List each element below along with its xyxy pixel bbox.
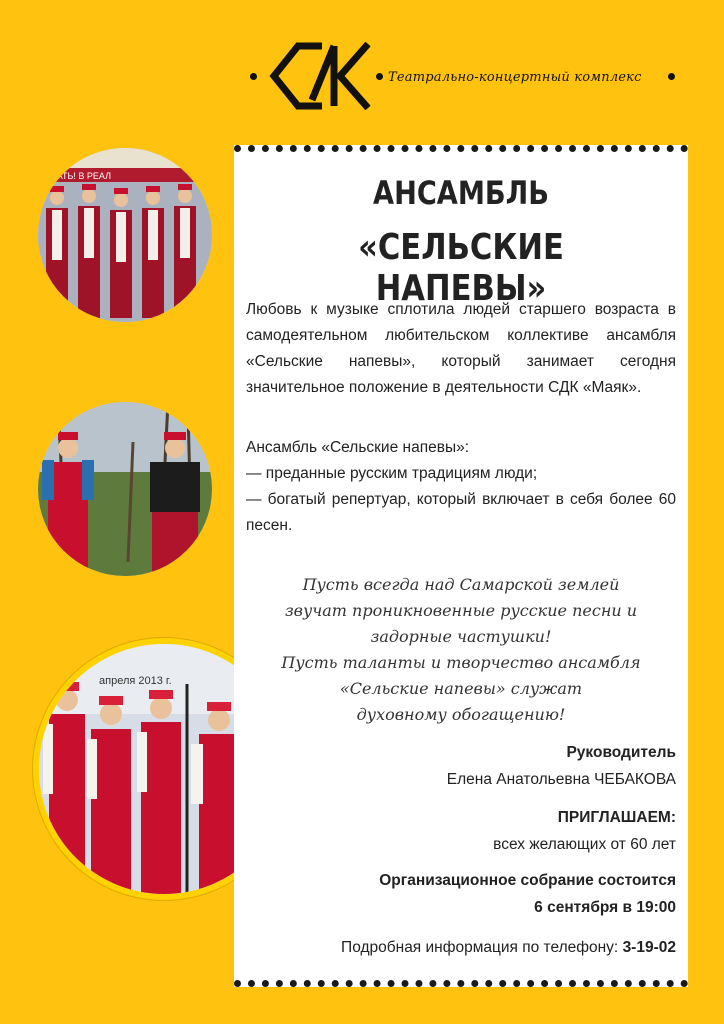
invite-text: всех желающих от 60 лет [493,836,676,853]
photo-ensemble-outdoor [38,148,212,322]
intro-paragraph [246,297,676,401]
invite-label: ПРИГЛАШАЕМ: [557,809,676,826]
wish-block [234,572,688,728]
header-subtitle: Театрально-концертный комплекс [388,70,642,85]
wish-line-4: Пусть таланты и творчество ансамбля [281,653,641,672]
features-heading: Ансамбль «Сельские напевы»: [246,439,470,456]
contact-phone: 3-19-02 [622,939,676,956]
title-line-1: АНСАМБЛЬ [373,174,549,212]
dot-mid [376,73,383,80]
wish-line-3: задорные частушки! [370,627,552,646]
wish-line-2: звучат проникновенные русские песни и [284,601,638,620]
wish-line-1: Пусть всегда над Самарской землей [302,575,620,594]
leader-label: Руководитель [566,744,676,761]
wish-line-6: духовному обогащению! [356,705,566,724]
intro-text: Любовь к музыке сплотила людей старшего возраста в самодеятельном любительском коллективе ансамбля «Сельские напевы», который занимает сегодня значительное положение в деятельности СДК «Маяк». [246,301,676,396]
meeting-date: 6 сентября в 19:00 [534,899,676,916]
sdk-logo [268,40,378,110]
photo-sign-text: ОВАТЬ! В РЕАЛ [44,171,112,181]
meeting-label: Организационное собрание состоится [379,872,676,889]
photo-ensemble-park [38,402,212,576]
header [248,40,688,120]
dot-left [250,73,257,80]
contact-line [341,939,676,957]
contact-label: Подробная информация по телефону: [341,939,619,956]
dot-right [668,73,675,80]
features-item-2: — богатый репертуар, который включает в себя более 60 песен. [246,491,676,534]
title-line-2: «СЕЛЬСКИЕ НАПЕВЫ» [358,227,564,309]
leader-name: Елена Анатольевна ЧЕБАКОВА [446,771,676,788]
features-item-1: — преданные русским традициям люди; [246,465,538,482]
features-block [246,435,676,539]
wish-line-5: «Сельские напевы» служат [339,679,583,698]
content-panel [234,145,688,987]
stage-banner-text: апреля 2013 г. [99,675,172,687]
